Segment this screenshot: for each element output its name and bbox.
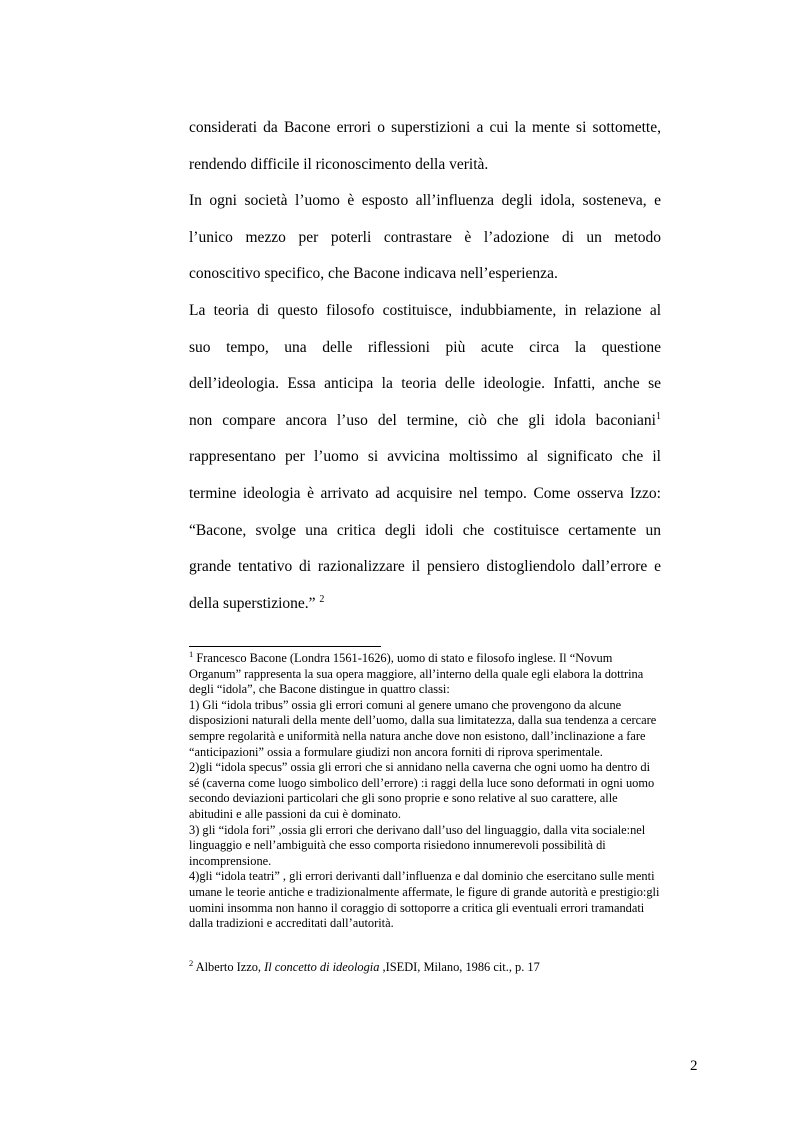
text-line: “Bacone, svolge una critica degli idoli che costituisce certamente un	[189, 521, 661, 539]
text-line: La teoria di questo filosofo costituisce, indubbiamente, in relazione al	[189, 301, 661, 319]
text-line: rappresentano per l’uomo si avvicina moltissimo al significato che il	[189, 448, 661, 466]
footnote-line: linguaggio e nell’ambiguità che esso comporta risiedono innumerevoli possibilità di	[189, 838, 606, 853]
footnote-line: 1) Gli “idola tribus” ossia gli errori comuni al genere umano che provengono da alcune	[189, 697, 622, 712]
footnote-line: incomprensione.	[189, 853, 272, 868]
footnote-2	[189, 957, 540, 976]
text-line: conoscitivo specifico, che Bacone indicava nell’esperienza.	[189, 265, 558, 283]
footnote-separator	[189, 646, 381, 647]
footnote-line: sempre regolarità e uniformità nella natura anche dove non esistono, dall’inclinazione a fare	[189, 728, 646, 743]
text-line: grande tentativo di razionalizzare il pensiero distogliendolo dall’errore e	[189, 558, 661, 576]
footnote-line: dalla tradizioni e accreditati dall’autorità.	[189, 916, 394, 931]
footnote-line: sé (caverna come luogo simbolico dell’errore) :i raggi della luce sono deformati in ogni uomo	[189, 775, 655, 790]
text-line: rendendo difficile il riconoscimento della verità.	[189, 155, 489, 173]
text-line: l’unico mezzo per poterli contrastare è l’adozione di un metodo	[189, 228, 661, 246]
footnote-1	[189, 648, 699, 932]
paragraph-2	[189, 183, 661, 293]
footnote-line: abitudini e alle passioni da cui è dominato.	[189, 806, 401, 821]
footnote-line: umane le teorie antiche e tradizionalmente affermate, le figure di grande autorità e prestigio:gli	[189, 884, 660, 899]
text-line: termine ideologia è arrivato ad acquisire nel tempo. Come osserva Izzo:	[189, 484, 661, 502]
footnote-number: 1	[189, 648, 194, 659]
footnote-book-title: Il concetto di ideologia	[264, 960, 380, 974]
footnote-author: Alberto Izzo,	[193, 960, 265, 974]
footnote-line: degli “idola”, che Bacone distingue in quattro classi:	[189, 682, 450, 697]
paragraph-3	[189, 293, 661, 622]
text-line: suo tempo, una delle riflessioni più acute circa la questione	[189, 338, 661, 356]
footnote-line: secondo deviazioni particolari che gli sono proprie e sono relative al suo carattere, alle	[189, 791, 618, 806]
footnote-line: disposizioni naturali della mente dell’uomo, dalla sua limitatezza, dalla sua tendenza a cercare	[189, 713, 657, 728]
footnote-line: Organum” rappresenta la sua opera maggiore, all’interno della quale egli elabora la dottrina	[189, 666, 644, 681]
footnote-line: “anticipazioni” ossia a formulare giudizi non ancora forniti di riprova sperimentale.	[189, 744, 603, 759]
main-text	[189, 110, 661, 622]
footnote-line: uomini insomma non hanno il coraggio di sottoporre a critica gli eventuali errori tramandati	[189, 900, 645, 915]
footnote-citation: ,ISEDI, Milano, 1986 cit., p. 17	[379, 960, 540, 974]
footnote-text: Francesco Bacone (Londra 1561-1626), uomo di stato e filosofo inglese. Il “Novum	[193, 651, 613, 665]
text-segment: della superstizione.”	[189, 594, 320, 612]
footnote-number: 2	[189, 957, 194, 968]
paragraph-1	[189, 110, 661, 183]
text-line: considerati da Bacone errori o superstizioni a cui la mente si sottomette,	[189, 119, 661, 136]
text-line: dell’ideologia. Essa anticipa la teoria delle ideologie. Infatti, anche se	[189, 375, 661, 393]
text-segment: non compare ancora l’uso del termine, ciò che gli idola baconiani	[189, 411, 656, 429]
text-line: In ogni società l’uomo è esposto all’influenza degli idola, sosteneva, e	[189, 192, 661, 210]
text-line-with-footnote-ref	[189, 403, 661, 440]
page-number: 2	[690, 1058, 698, 1074]
footnote-line: 2)gli “idola specus” ossia gli errori che si annidano nella caverna che ogni uomo ha dentro di	[189, 760, 651, 775]
footnote-ref-1[interactable]: 1	[656, 410, 661, 422]
text-line-with-footnote-ref	[189, 586, 661, 623]
footnote-ref-2[interactable]: 2	[319, 593, 325, 605]
footnote-line: 3) gli “idola fori” ,ossia gli errori che derivano dall’uso del linguaggio, dalla vita sociale:nel	[189, 822, 646, 837]
footnote-line: 4)gli “idola teatri” , gli errori derivanti dall’influenza e dal dominio che esercitano sulle menti	[189, 869, 655, 884]
footnote-line	[189, 648, 699, 667]
